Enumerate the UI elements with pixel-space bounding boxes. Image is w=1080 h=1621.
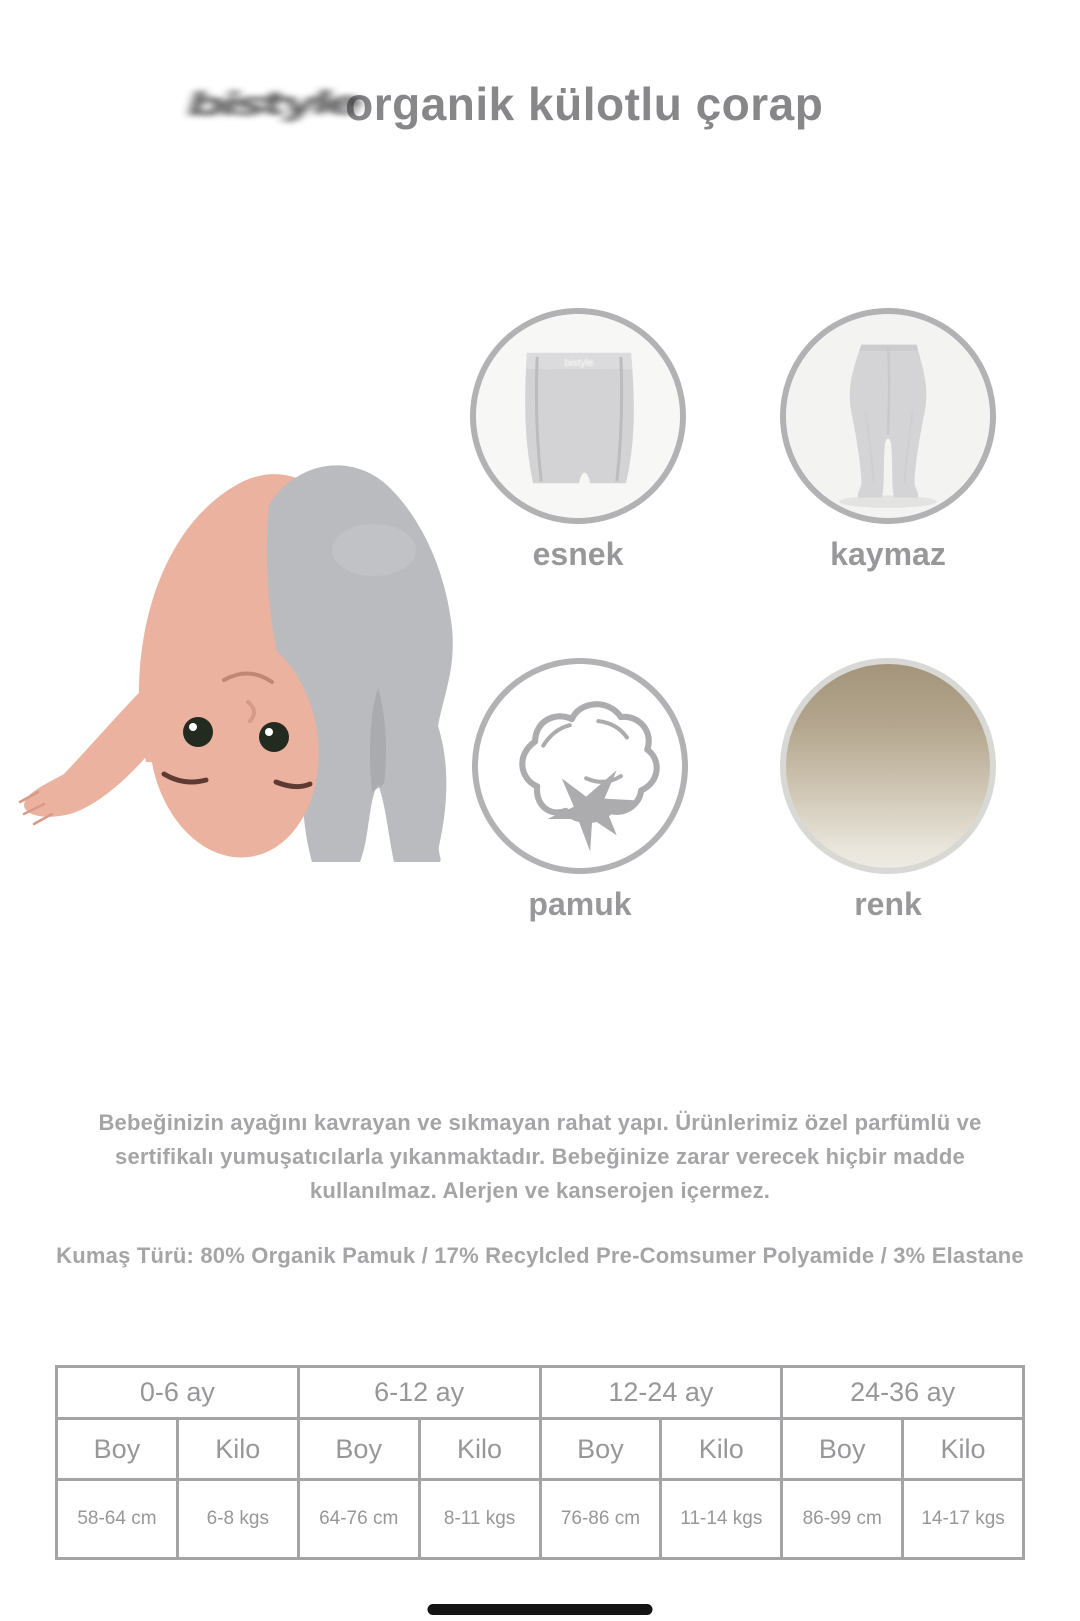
cotton-icon <box>472 658 688 874</box>
age-header-cell: 0-6 ay <box>57 1367 299 1419</box>
size-value-cell: 58-64 cm <box>57 1480 178 1559</box>
col-header-cell: Kilo <box>419 1419 540 1480</box>
page-title: organik külotlu çorap <box>345 77 824 130</box>
fabric-composition: Kumaş Türü: 80% Organik Pamuk / 17% Recylcled Pre-Comsumer Polyamide / 3% Elastane <box>56 1243 1024 1268</box>
feature-esnek <box>470 308 686 573</box>
size-value-cell: 64-76 cm <box>298 1480 419 1559</box>
size-value-cell: 6-8 kgs <box>177 1480 298 1559</box>
product-description: Bebeğinizin ayağını kavrayan ve sıkmayan rahat yapı. Ürünlerimiz özel parfümlü ve sertifikalı yumuşatıcılarla yıkanmaktadır. Bebeğinize zarar verecek hiçbir madde kullanılmaz. Alerjen ve kanserojen içermez. <box>98 1110 982 1203</box>
col-header-cell: Kilo <box>177 1419 298 1480</box>
size-value-cell: 86-99 cm <box>782 1480 903 1559</box>
size-table <box>55 1365 1025 1560</box>
size-value-cell: 11-14 kgs <box>661 1480 782 1559</box>
feature-kaymaz <box>780 308 996 573</box>
table-row <box>57 1419 1024 1480</box>
feature-label-kaymaz: kaymaz <box>830 536 946 572</box>
size-value-cell: 76-86 cm <box>540 1480 661 1559</box>
feature-label-esnek: esnek <box>532 536 624 572</box>
feature-pamuk <box>472 658 688 923</box>
age-header-cell: 24-36 ay <box>782 1367 1024 1419</box>
col-header-cell: Kilo <box>903 1419 1024 1480</box>
waistband-photo-icon <box>470 308 686 524</box>
page-header <box>0 72 1080 135</box>
size-value-cell: 14-17 kgs <box>903 1480 1024 1559</box>
table-row <box>57 1480 1024 1559</box>
feature-label-pamuk: pamuk <box>528 886 632 922</box>
feature-label-renk: renk <box>854 886 922 922</box>
col-header-cell: Boy <box>782 1419 903 1480</box>
brand-logo-smudged: bistyle <box>186 83 358 124</box>
col-header-cell: Kilo <box>661 1419 782 1480</box>
age-header-cell: 6-12 ay <box>298 1367 540 1419</box>
col-header-cell: Boy <box>57 1419 178 1480</box>
size-value-cell: 8-11 kgs <box>419 1480 540 1559</box>
color-swatch-icon <box>780 658 996 874</box>
age-header-cell: 12-24 ay <box>540 1367 782 1419</box>
waistband-brand-text: bistyle <box>564 358 594 370</box>
baby-illustration <box>12 432 484 884</box>
col-header-cell: Boy <box>298 1419 419 1480</box>
tights-photo-icon <box>780 308 996 524</box>
feature-renk <box>780 658 996 923</box>
home-indicator-bar <box>428 1604 653 1615</box>
table-row <box>57 1367 1024 1419</box>
col-header-cell: Boy <box>540 1419 661 1480</box>
